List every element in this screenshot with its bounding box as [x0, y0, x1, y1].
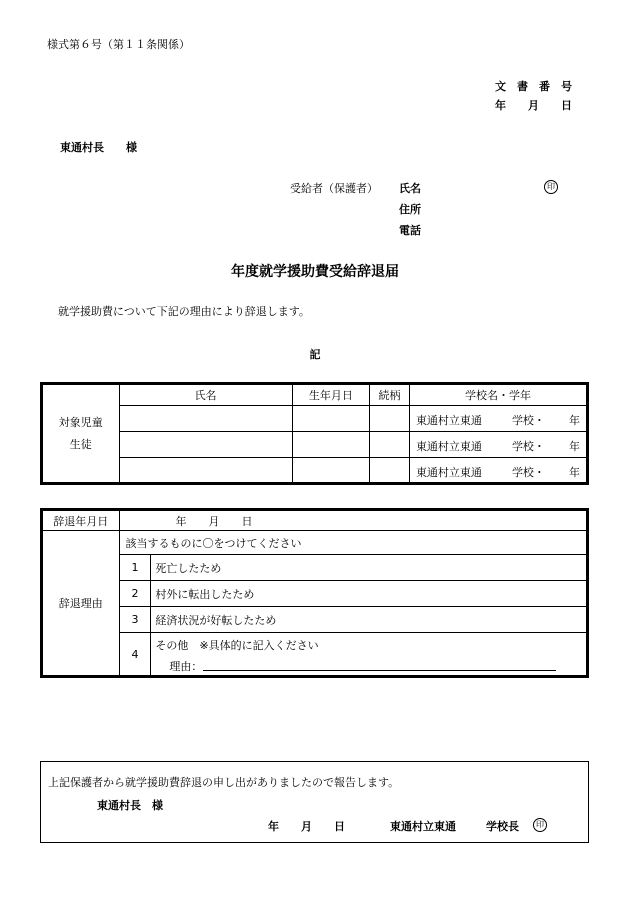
withdraw-date-value[interactable]: 年 月 日 [119, 510, 587, 531]
header-school-grade: 学校名・学年 [409, 384, 587, 406]
page-title: 年度就学援助費受給辞退届 [231, 264, 399, 280]
reason-number: 4 [119, 633, 151, 677]
report-date: 年 月 日 [268, 820, 345, 833]
reason-input-line[interactable] [203, 670, 556, 671]
relation-cell[interactable] [370, 406, 410, 432]
document-number-label: 文 書 番 号 [495, 80, 572, 93]
reason-option[interactable]: 死亡したため [151, 555, 588, 581]
reason-option-other[interactable]: その他 ※具体的に記入ください 理由： [151, 633, 588, 677]
birthdate-cell[interactable] [292, 406, 370, 432]
reason-sub-label: 理由： [169, 660, 203, 673]
birthdate-cell[interactable] [292, 458, 370, 484]
table-row [42, 458, 588, 484]
table-row [42, 432, 588, 458]
name-cell[interactable] [119, 458, 292, 484]
report-addressee: 東通村長 様 [97, 799, 163, 812]
recipient-role-label: 受給者（保護者） [290, 182, 378, 195]
reason-number: 3 [119, 607, 151, 633]
school-cell[interactable]: 東通村立東通 学校・ 年 [409, 406, 587, 432]
report-school: 東通村立東通 [390, 820, 456, 833]
students-table [40, 382, 589, 485]
name-cell[interactable] [119, 406, 292, 432]
withdraw-table [40, 508, 589, 678]
seal-icon: 印 [533, 817, 547, 832]
report-box [40, 761, 589, 843]
school-cell[interactable]: 東通村立東通 学校・ 年 [409, 432, 587, 458]
header-relation: 続柄 [370, 384, 410, 406]
report-principal: 学校長 [486, 820, 519, 833]
recipient-address-label: 住所 [399, 203, 421, 216]
header-birthdate: 生年月日 [292, 384, 370, 406]
table-row [42, 406, 588, 432]
withdraw-reason-label: 辞退理由 [42, 531, 120, 677]
withdraw-date-label: 辞退年月日 [42, 510, 120, 531]
birthdate-cell[interactable] [292, 432, 370, 458]
header-name: 氏名 [119, 384, 292, 406]
relation-cell[interactable] [370, 458, 410, 484]
document-date-label: 年 月 日 [495, 99, 572, 112]
report-text: 上記保護者から就学援助費辞退の申し出がありましたので報告します。 [48, 776, 400, 789]
ki-label: 記 [309, 348, 321, 361]
reason-option[interactable]: 経済状況が好転したため [151, 607, 588, 633]
intro-text: 就学援助費について下記の理由により辞退します。 [58, 305, 310, 318]
recipient-phone-label: 電話 [399, 224, 421, 237]
name-cell[interactable] [119, 432, 292, 458]
reason-option[interactable]: 村外に転出したため [151, 581, 588, 607]
addressee: 東通村長 様 [60, 141, 137, 154]
school-cell[interactable]: 東通村立東通 学校・ 年 [409, 458, 587, 484]
seal-icon: 印 [544, 179, 558, 194]
reason-instruction: 該当するものに〇をつけてください [119, 531, 587, 555]
form-number-label: 様式第６号（第１１条関係） [47, 38, 190, 51]
reason-number: 2 [119, 581, 151, 607]
recipient-name-label: 氏名 [399, 182, 421, 195]
student-side-label: 対象児童 生徒 [42, 384, 120, 484]
relation-cell[interactable] [370, 432, 410, 458]
reason-number: 1 [119, 555, 151, 581]
